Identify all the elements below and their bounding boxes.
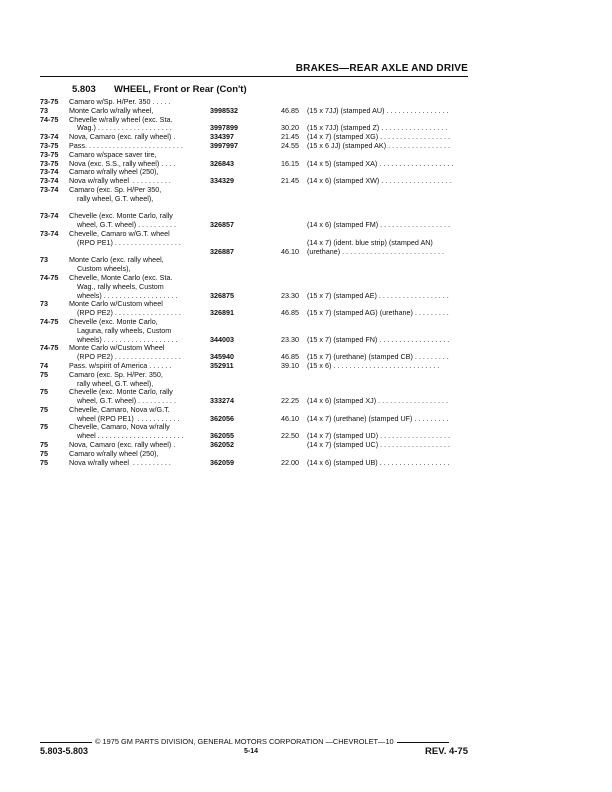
wheel-spec	[307, 177, 477, 186]
wheel-spec	[307, 432, 477, 441]
spec-line: (14 x 6) (stamped UB) . . . . . . . . . . . . . . . . . .	[307, 458, 450, 467]
wheel-spec	[307, 362, 477, 371]
description-line: (RPO PE2) . . . . . . . . . . . . . . . . .	[69, 353, 181, 362]
section-heading: WHEEL, Front or Rear (Con't)	[114, 84, 247, 95]
part-row	[40, 423, 480, 441]
model-year: 75	[40, 457, 48, 467]
part-number: 326843	[210, 158, 234, 168]
part-description	[69, 300, 207, 318]
model-year: 75	[40, 369, 48, 379]
description-line: Chevelle, Camaro, Nova w/G.T.	[69, 405, 170, 414]
model-year: 73-75	[40, 149, 59, 159]
part-row	[40, 160, 480, 169]
header-rule	[40, 76, 468, 77]
wheel-spec	[307, 265, 477, 274]
part-description	[69, 256, 207, 274]
description-line: wheels) . . . . . . . . . . . . . . . . . . .	[69, 335, 178, 344]
description-line: Pass. w/spirit of America . . . . . .	[69, 361, 172, 370]
model-year: 74-75	[40, 114, 59, 124]
description-line: rally wheel, G.T. wheel),	[69, 194, 154, 203]
spec-line: (14 x 6) (stamped XW) . . . . . . . . . . . . . . . . . .	[307, 177, 452, 186]
wheel-spec	[307, 239, 477, 257]
spec-line: (14 x 7) (stamped UC) . . . . . . . . . . . . . . . . . .	[307, 441, 450, 450]
description-line: Pass. . . . . . . . . . . . . . . . . . . . . . . . .	[69, 141, 183, 150]
wheel-spec	[307, 415, 477, 424]
part-row	[40, 116, 480, 134]
description-line: Monte Carlo w/rally wheel,	[69, 106, 154, 115]
part-number: 362052	[210, 440, 234, 450]
description-line: Wag., rally wheels, Custom	[69, 282, 164, 291]
part-number: 352911	[210, 360, 234, 370]
model-years	[40, 230, 69, 256]
part-row	[40, 344, 480, 362]
part-description	[69, 459, 207, 468]
description-line: Camaro w/rally wheel (250),	[69, 168, 159, 177]
spec-line: (15 x 7) (urethane) (stamped CB) . . . . . . . . .	[307, 353, 449, 362]
part-description	[69, 344, 207, 362]
description-line: Camaro (exc. Sp. H/Per. 350,	[69, 370, 163, 379]
description-line: Chevelle, Monte Carlo (exc. Sta.	[69, 273, 173, 282]
description-line: rally wheel, G.T. wheel),	[69, 379, 154, 388]
model-years	[40, 318, 69, 344]
description-line: Camaro w/Sp. H/Per. 350 . . . . .	[69, 98, 171, 106]
model-years	[40, 186, 69, 212]
footer-copyright-line	[40, 737, 468, 746]
description-line: Camaro (exc. Sp. H/Per 350,	[69, 185, 162, 194]
part-number: 333274	[210, 396, 234, 406]
part-row	[40, 318, 480, 344]
model-years	[40, 98, 69, 116]
model-year: 73-74	[40, 176, 59, 186]
wheel-spec	[307, 292, 477, 301]
part-number: 344003	[210, 334, 234, 344]
part-row	[40, 362, 480, 371]
description-line: Nova, Camaro (exc. rally wheel) .	[69, 133, 176, 142]
description-line: Nova, Camaro (exc. rally wheel) .	[69, 441, 176, 450]
description-line: wheels) . . . . . . . . . . . . . . . . . . .	[69, 291, 178, 300]
part-price: 23.30	[281, 290, 299, 300]
description-line: Chevelle (exc. Monte Carlo, rally	[69, 212, 173, 221]
part-price: 23.30	[281, 334, 299, 344]
part-price: 30.20	[281, 123, 299, 133]
wheel-spec	[307, 204, 477, 213]
model-year: 73-74	[40, 167, 59, 177]
wheel-spec	[307, 309, 477, 318]
part-number: 3998532	[210, 105, 238, 115]
description-line: Chevelle (exc. Monte Carlo,	[69, 317, 158, 326]
spec-line: (14 x 6) (stamped XJ) . . . . . . . . . . . . . . . . . .	[307, 397, 448, 406]
part-description	[69, 318, 207, 344]
wheel-spec	[307, 142, 477, 151]
part-number: 362055	[210, 431, 234, 441]
part-number: 3997899	[210, 123, 238, 133]
footer-copyright: © 1975 GM PARTS DIVISION, GENERAL MOTORS CORPORATION —CHEVROLET—10	[95, 737, 394, 746]
description-line: Chevelle w/rally wheel (exc. Sta.	[69, 115, 173, 124]
part-description	[69, 230, 207, 256]
model-years	[40, 116, 69, 134]
spec-line: (14 x 5) (stamped XA) . . . . . . . . . . . . . . . . . . .	[307, 159, 454, 168]
part-number: 334329	[210, 176, 234, 186]
model-year: 73-75	[40, 158, 59, 168]
spec-line: (15 x 7) (stamped AE) . . . . . . . . . . . . . . . . . .	[307, 291, 449, 300]
spec-line: (15 x 7) (stamped FN) . . . . . . . . . . . . . . . . . .	[307, 335, 450, 344]
wheel-spec	[307, 441, 477, 450]
model-year: 73-75	[40, 97, 59, 106]
spec-line: (15 x 7) (stamped AG) (urethane) . . . . . . . . .	[307, 309, 449, 318]
description-line: wheel, G.T. wheel) . . . . . . . . . .	[69, 397, 177, 406]
part-number: 345940	[210, 352, 234, 362]
model-years	[40, 371, 69, 389]
model-years	[40, 274, 69, 300]
part-price: 46.85	[281, 308, 299, 318]
part-description	[69, 388, 207, 406]
wheel-spec	[307, 160, 477, 169]
part-number: 326875	[210, 290, 234, 300]
footer-rule-left	[40, 742, 92, 743]
wheel-spec	[307, 168, 477, 177]
section-title	[72, 84, 247, 95]
wheel-spec	[307, 459, 477, 468]
part-description	[69, 177, 207, 186]
part-row	[40, 441, 480, 450]
wheel-spec	[307, 380, 477, 389]
model-year: 74-75	[40, 316, 59, 326]
part-description	[69, 160, 207, 169]
spec-line	[307, 265, 477, 274]
part-description	[69, 371, 207, 389]
description-line	[69, 204, 207, 213]
part-row	[40, 230, 480, 256]
part-description	[69, 423, 207, 441]
part-description	[69, 212, 207, 230]
footer-page-number: 5-14	[244, 748, 259, 755]
footer-rule-right	[397, 742, 449, 743]
spec-line: (14 x 6) (stamped FM) . . . . . . . . . . . . . . . . . .	[307, 221, 450, 230]
model-years	[40, 423, 69, 441]
wheel-spec	[307, 397, 477, 406]
model-years	[40, 256, 69, 274]
part-number: 362056	[210, 413, 234, 423]
description-line: wheel . . . . . . . . . . . . . . . . . . . . . .	[69, 432, 184, 441]
wheel-spec	[307, 124, 477, 133]
description-line: Camaro w/space saver tire,	[69, 150, 157, 159]
description-line	[69, 248, 207, 257]
part-row	[40, 300, 480, 318]
wheel-spec	[307, 151, 477, 160]
section-number: 5.803	[72, 84, 96, 95]
model-year: 73-74	[40, 228, 59, 238]
model-year: 73	[40, 299, 48, 309]
model-year: 75	[40, 440, 48, 450]
model-year: 73-74	[40, 132, 59, 142]
part-row	[40, 406, 480, 424]
part-description	[69, 151, 207, 160]
spec-line: (14 x 7) (urethane) (stamped UF) . . . . . . . . .	[307, 414, 449, 423]
model-year: 73	[40, 255, 48, 265]
wheel-spec	[307, 353, 477, 362]
model-year: 74	[40, 360, 48, 370]
model-year	[40, 195, 69, 204]
part-number: 326887	[210, 246, 234, 256]
part-number: 334397	[210, 132, 234, 142]
part-description	[69, 274, 207, 300]
part-description	[69, 168, 207, 177]
part-row	[40, 256, 480, 274]
description-line: wheel, G.T. wheel) . . . . . . . . . .	[69, 221, 177, 230]
spec-line	[307, 168, 477, 177]
description-line: Laguna, rally wheels, Custom	[69, 326, 172, 335]
description-line: Chevelle, Camaro w/G.T. wheel	[69, 229, 170, 238]
model-year: 75	[40, 422, 48, 432]
spec-line	[307, 380, 477, 389]
part-row	[40, 133, 480, 142]
description-line: Wag.) . . . . . . . . . . . . . . . . . . .	[69, 124, 172, 133]
part-price: 46.10	[281, 413, 299, 423]
part-price: 22.25	[281, 396, 299, 406]
part-price: 46.10	[281, 246, 299, 256]
part-price: 22.50	[281, 431, 299, 441]
model-year: 73-75	[40, 140, 59, 150]
model-years	[40, 212, 69, 230]
part-row	[40, 151, 480, 160]
wheel-spec	[307, 107, 477, 116]
spec-line	[307, 151, 477, 160]
model-years	[40, 344, 69, 362]
part-number: 362059	[210, 457, 234, 467]
part-row	[40, 450, 480, 459]
model-year: 75	[40, 387, 48, 397]
spec-line: (14 x 7) (stamped XG) . . . . . . . . . . . . . . . . . .	[307, 133, 450, 142]
spec-line	[307, 450, 477, 459]
part-description	[69, 186, 207, 212]
spec-line	[307, 204, 477, 213]
spec-line: (urethane) . . . . . . . . . . . . . . . . . . . . . . . . . .	[307, 247, 445, 256]
part-price: 22.00	[281, 457, 299, 467]
model-year: 74-75	[40, 343, 59, 353]
description-line: Nova (exc. S.S., rally wheel) . . . .	[69, 159, 176, 168]
part-row	[40, 186, 480, 212]
wheel-spec	[307, 221, 477, 230]
description-line: Camaro w/rally wheel (250),	[69, 449, 159, 458]
part-description	[69, 450, 207, 459]
parts-list	[40, 98, 480, 467]
part-description	[69, 116, 207, 134]
part-row	[40, 371, 480, 389]
footer-section-range: 5.803-5.803	[40, 746, 89, 756]
part-number: 326891	[210, 308, 234, 318]
spec-line: (15 x 6) . . . . . . . . . . . . . . . . . . . . . . . . . . .	[307, 361, 440, 370]
description-line: Monte Carlo w/Custom Wheel	[69, 344, 165, 353]
part-price: 21.45	[281, 176, 299, 186]
part-description	[69, 406, 207, 424]
wheel-spec	[307, 450, 477, 459]
model-year	[40, 327, 69, 336]
part-row	[40, 388, 480, 406]
part-row	[40, 212, 480, 230]
part-row	[40, 142, 480, 151]
model-year: 75	[40, 448, 48, 458]
part-row	[40, 459, 480, 468]
description-line: Monte Carlo (exc. rally wheel,	[69, 256, 164, 265]
model-years	[40, 388, 69, 406]
model-year: 75	[40, 404, 48, 414]
model-years	[40, 459, 69, 468]
description-line: wheel (RPO PE1) . . . . . . . . . . .	[69, 414, 180, 423]
part-price: 16.15	[281, 158, 299, 168]
spec-line: (15 x 7JJ) (stamped Z) . . . . . . . . . . . . . . . . .	[307, 124, 448, 133]
description-line: (RPO PE2) . . . . . . . . . . . . . . . . .	[69, 309, 181, 318]
wheel-spec	[307, 336, 477, 345]
model-years	[40, 300, 69, 318]
description-line: (RPO PE1) . . . . . . . . . . . . . . . . .	[69, 238, 181, 247]
model-year: 73-74	[40, 184, 59, 194]
part-description	[69, 133, 207, 142]
spec-line: (14 x 7) (ident. blue strip) (stamped AN)	[307, 238, 433, 247]
page-header: BRAKES—REAR AXLE AND DRIVE	[295, 63, 468, 74]
part-price: 21.45	[281, 132, 299, 142]
part-row	[40, 177, 480, 186]
part-description	[69, 142, 207, 151]
description-line: Nova w/rally wheel . . . . . . . . . .	[69, 177, 171, 186]
part-number: 326857	[210, 220, 234, 230]
spec-line: (15 x 6 JJ) (stamped AK) . . . . . . . . . . . . . . . .	[307, 141, 450, 150]
description-line: Custom wheels),	[69, 265, 131, 274]
part-row	[40, 98, 480, 116]
part-price: 46.85	[281, 105, 299, 115]
model-year: 74-75	[40, 272, 59, 282]
part-description	[69, 362, 207, 371]
description-line: Monte Carlo w/Custom wheel	[69, 300, 163, 309]
part-description	[69, 441, 207, 450]
footer-revision: REV. 4-75	[425, 746, 468, 757]
model-year	[40, 239, 69, 248]
wheel-spec	[307, 133, 477, 142]
part-row	[40, 168, 480, 177]
spec-line: (14 x 7) (stamped UD) . . . . . . . . . . . . . . . . . .	[307, 432, 450, 441]
part-price: 39.10	[281, 360, 299, 370]
model-year	[40, 283, 69, 292]
model-years	[40, 406, 69, 424]
model-year: 73-74	[40, 211, 59, 221]
part-number: 3997997	[210, 140, 238, 150]
part-price: 24.55	[281, 140, 299, 150]
part-description	[69, 98, 207, 116]
description-line: Chevelle, Camaro, Nova w/rally	[69, 423, 170, 432]
part-row	[40, 274, 480, 300]
description-line: Nova w/rally wheel . . . . . . . . . .	[69, 458, 171, 467]
spec-line: (15 x 7JJ) (stamped AU) . . . . . . . . . . . . . . . .	[307, 106, 449, 115]
part-price: 46.85	[281, 352, 299, 362]
description-line: Chevelle (exc. Monte Carlo, rally	[69, 388, 173, 397]
model-year: 73	[40, 105, 48, 115]
